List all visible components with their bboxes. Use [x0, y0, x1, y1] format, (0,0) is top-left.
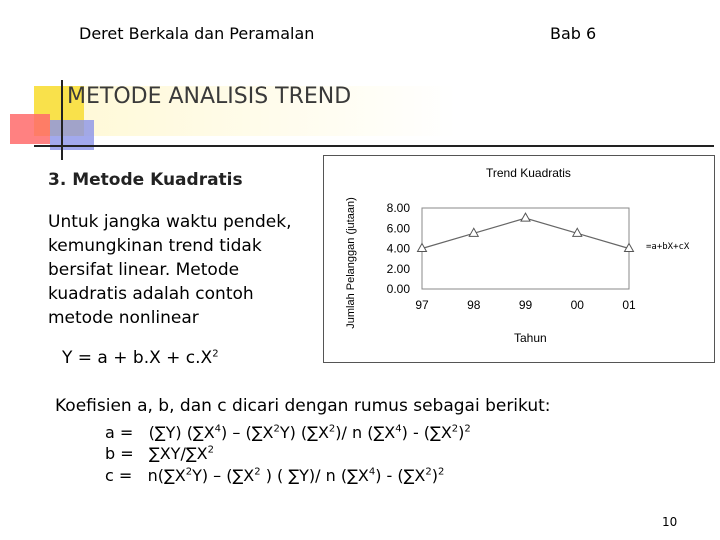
page-number: 10: [662, 515, 678, 529]
quadratic-equation: [62, 348, 219, 368]
chart-title: Trend Kuadratis: [486, 166, 571, 180]
y-tick-label: 4.00: [386, 241, 410, 256]
y-tick-label: 2.00: [386, 261, 410, 276]
formula-a: a = (∑Y) $(\sum X^4) - (\sum X^2Y)$ $(\sum X^2)/$ n $(\sum X^4) - (\sum X^2)^2$: [105, 423, 471, 442]
page-title: METODE ANALISIS TREND: [67, 84, 352, 109]
x-tick-label: 98: [467, 298, 481, 312]
header-right: Bab 6: [550, 24, 597, 43]
chart-ylabel: Jumlah Pelanggan (jutaan): [345, 197, 357, 329]
equation-text: Y = a + b.X + c.X: [62, 348, 213, 368]
header-left: Deret Berkala dan Peramalan: [79, 24, 315, 43]
formula-b-label: b =: [105, 444, 134, 463]
y-tick-label: 6.00: [386, 221, 410, 236]
deco-red-square: [10, 114, 50, 144]
chart-container: [323, 155, 715, 363]
chart-xlabel: Tahun: [514, 331, 547, 345]
trend-chart: [324, 156, 714, 362]
y-tick-label: 8.00: [386, 201, 410, 215]
formula-c-label: c =: [105, 466, 133, 485]
coefficients-intro: Koefisien a, b, dan c dicari dengan rumus sebagai berikut:: [55, 396, 551, 416]
data-point-marker: [521, 213, 530, 221]
series-line: [422, 218, 629, 248]
legend-fragment: =a+bX+cX: [646, 242, 690, 252]
body-paragraph: Untuk jangka waktu pendek, kemungkinan trend tidak bersifat linear. Metode kuadratis adalah contoh metode nonlinear: [48, 212, 292, 328]
deco-vertical-line: [61, 80, 63, 160]
formula-a-label: a =: [105, 423, 134, 442]
formula-b: $b = \sum XY/\sum X^2$: [105, 444, 214, 463]
equation-exponent: 2: [212, 348, 219, 360]
section-subtitle: 3. Metode Kuadratis: [48, 170, 243, 190]
x-tick-label: 01: [622, 298, 636, 312]
x-tick-label: 00: [570, 298, 584, 312]
y-tick-label: 0.00: [386, 282, 410, 296]
formula-c: $c = n(\sum X^2Y) - (\sum X^2$ ) ( ∑Y)/ n $(\sum X^4) - (\sum X^2)^2$: [105, 466, 445, 485]
deco-horizontal-line: [34, 145, 714, 147]
x-tick-label: 97: [415, 298, 429, 312]
x-tick-label: 99: [518, 298, 533, 312]
